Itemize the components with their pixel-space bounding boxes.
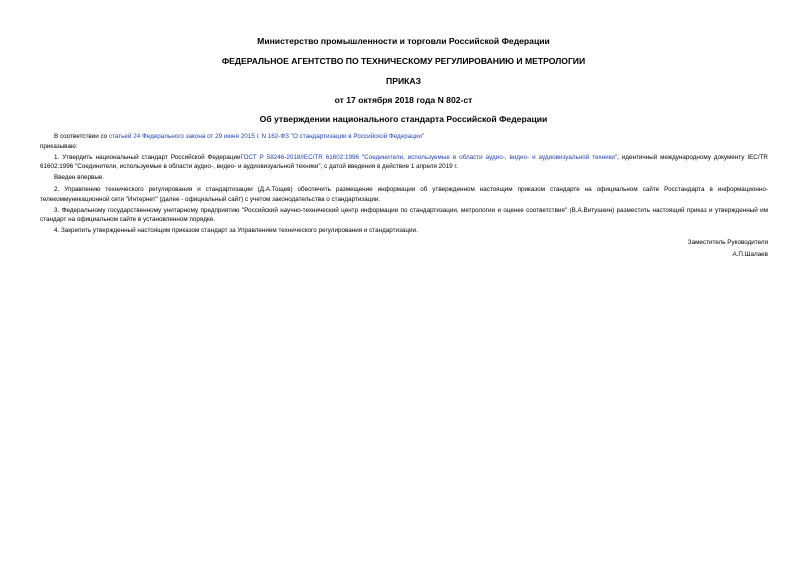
federal-law-link[interactable]: статьей 24 Федерального закона от 29 июня 2015 г. N 162-ФЗ "О стандартизации в Российской Федерации" — [108, 133, 425, 140]
agency-heading: ФЕДЕРАЛЬНОЕ АГЕНТСТВО ПО ТЕХНИЧЕСКОМУ РЕГУЛИРОВАНИЮ И МЕТРОЛОГИИ — [221, 56, 586, 66]
preamble — [40, 132, 768, 142]
document-subject: Об утверждении национального стандарта Российской Федерации — [259, 114, 548, 124]
ministry-heading: Министерство промышленности и торговли Российской Федерации — [257, 36, 550, 46]
signatory-name: А.П.Шалаев — [732, 251, 768, 258]
item-1-suffix: , идентичный международному документу IEC/TR 61602:1996 "Соединители, используемые в области аудио-, видео- и аудиовизуальной техники", с датой введения в действие 1 апреля 2019 г. — [40, 153, 768, 171]
item-3: 3. Федеральному государственному унитарному предприятию "Российский научно-технический центр информации по стандартизации, метрологии и оценке соответствия" (В.А.Витушкин) разместить настоящий приказ и утвержденный им стандарт на официальном сайте в установленном порядке. — [40, 206, 768, 224]
item-1-prefix: 1. Утвердить национальный стандарт Российской Федерации — [54, 153, 241, 161]
signatory-position: Заместитель Руководителя — [687, 239, 768, 246]
introduced-first-note: Введен впервые. — [54, 174, 105, 182]
item-2: 2. Управлению технического регулирования и стандартизации (Д.А.Тощев) обеспечить размещение информации об утвержденном настоящим приказом стандарте на официальном сайте Росстандарта в информационно-телекоммуникационной сети "Интернет" (далее - официальный сайт) с учетом законодательства о стандартизации. — [40, 185, 768, 203]
document-body — [40, 132, 768, 236]
document-type: ПРИКАЗ — [386, 76, 421, 86]
item-4: 4. Закрепить утвержденный настоящим приказом стандарт за Управлением технического регулирования и стандартизации. — [54, 227, 418, 235]
gost-standard-link[interactable]: ГОСТ Р 58246-2018/IEC/TR 61602:1996 "Соединители, используемые в области аудио-, видео- и аудиовизуальной техники" — [240, 153, 618, 161]
item-1 — [40, 153, 768, 173]
document-date-number: от 17 октября 2018 года N 802-ст — [334, 95, 473, 105]
order-word: приказываю: — [40, 142, 78, 150]
preamble-prefix: В соответствии со — [54, 133, 109, 140]
